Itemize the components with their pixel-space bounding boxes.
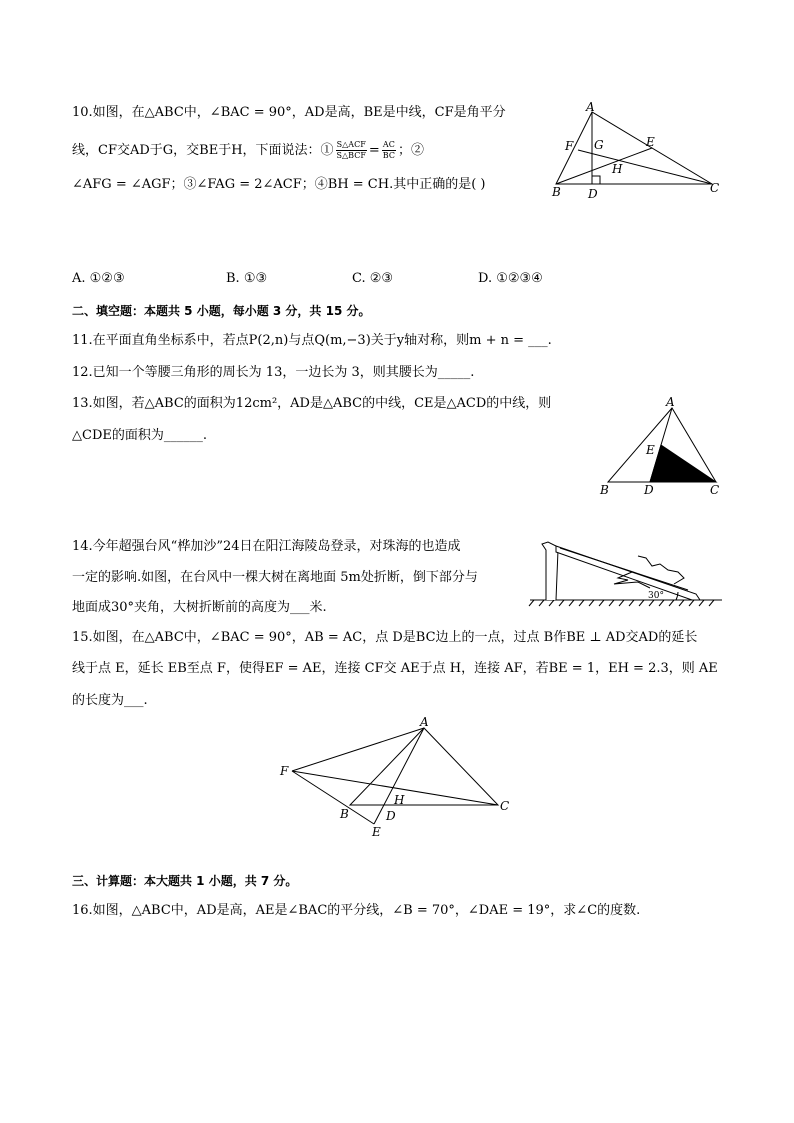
- q13-line-2: △CDE的面积为______.: [72, 428, 207, 443]
- q13-figure: [594, 394, 726, 500]
- q10-figure: [548, 100, 728, 200]
- q10-label-e: E: [646, 135, 655, 149]
- q10-label-f: F: [565, 139, 574, 153]
- q13-label-c: C: [710, 483, 720, 497]
- q10-line-3: ∠AFG = ∠AGF；③∠FAG = 2∠ACF；④BH = CH.其中正确的是( ): [72, 177, 486, 192]
- q15-label-h: H: [394, 793, 405, 807]
- q16-text: 16.如图，△ABC中，AD是高，AE是∠BAC的平分线，∠B = 70°，∠DAE = 19°，求∠C的度数.: [72, 903, 641, 918]
- q13-label-b: B: [600, 483, 609, 497]
- q15-line-3: 的长度为___.: [72, 693, 148, 708]
- q14-angle-label: 30°: [648, 591, 664, 601]
- q10-line-2-pre: 线，CF交AD于G，交BE于H，下面说法：①: [72, 143, 334, 158]
- q14-tree-figure: [528, 536, 724, 612]
- q10-option-d: D. ①②③④: [478, 271, 543, 286]
- q15-label-e: E: [372, 825, 381, 839]
- q13-label-d: D: [644, 483, 654, 497]
- q10-line-1: 10.如图，在△ABC中，∠BAC = 90°，AD是高，BE是中线，CF是角平分: [72, 105, 506, 120]
- q10-option-b: B. ①③: [226, 271, 268, 286]
- q15-figure: [276, 712, 516, 842]
- q10-label-g: G: [594, 138, 604, 152]
- q10-label-a: A: [586, 100, 595, 114]
- q10-equals: =: [368, 143, 380, 158]
- q10-label-d: D: [588, 187, 598, 200]
- q10-fraction-sides: [382, 140, 396, 161]
- q10-fraction-area: [336, 140, 367, 161]
- q10-label-b: B: [552, 185, 561, 199]
- q10-frac-left-den: S△BCF: [336, 151, 366, 160]
- q15-line-1: 15.如图，在△ABC中，∠BAC = 90°，AB = AC，点 D是BC边上的一点，过点 B作BE ⊥ AD交AD的延长: [72, 630, 698, 645]
- q14-line-2: 一定的影响.如图，在台风中一棵大树在离地面 5m处折断，倒下部分与: [72, 570, 478, 585]
- q12-text: 12.已知一个等腰三角形的周长为 13，一边长为 3，则其腰长为_____.: [72, 365, 475, 380]
- section-3-heading: 三、计算题：本大题共 1 小题，共 7 分。: [72, 874, 298, 888]
- q10-option-a: A. ①②③: [72, 271, 125, 286]
- section-2-heading: 二、填空题：本题共 5 小题，每小题 3 分，共 15 分。: [72, 304, 371, 318]
- q11-text: 11.在平面直角坐标系中，若点P(2,n)与点Q(m,−3)关于y轴对称，则m + n = ___.: [72, 333, 552, 348]
- q10-label-c: C: [710, 181, 720, 195]
- q10-frac-right-num: AC: [382, 140, 395, 149]
- q15-label-d: D: [386, 809, 396, 823]
- q15-label-f: F: [280, 764, 289, 778]
- q13-line-1: 13.如图，若△ABC的面积为12cm²，AD是△ABC的中线，CE是△ACD的中线，则: [72, 396, 552, 411]
- q15-label-a: A: [420, 715, 429, 729]
- q14-line-1: 14.今年超强台风“桦加沙”24日在阳江海陵岛登录，对珠海的也造成: [72, 539, 461, 554]
- q10-frac-left-num: S△ACF: [336, 140, 366, 149]
- q10-frac-right-den: BC: [382, 151, 395, 160]
- q13-label-e: E: [646, 443, 655, 457]
- q10-line-2-post: ；②: [397, 143, 424, 158]
- q15-label-c: C: [500, 799, 510, 813]
- q10-line-2: [72, 140, 424, 161]
- q15-line-2: 线于点 E，延长 EB至点 F，使得EF = AE，连接 CF交 AE于点 H，连接 AF，若BE = 1，EH = 2.3，则 AE: [72, 661, 718, 676]
- q14-line-3: 地面成30°夹角，大树折断前的高度为___米.: [72, 600, 327, 615]
- q15-label-b: B: [340, 807, 349, 821]
- q13-label-a: A: [666, 395, 675, 409]
- q10-option-c: C. ②③: [352, 271, 394, 286]
- q10-label-h: H: [612, 162, 623, 176]
